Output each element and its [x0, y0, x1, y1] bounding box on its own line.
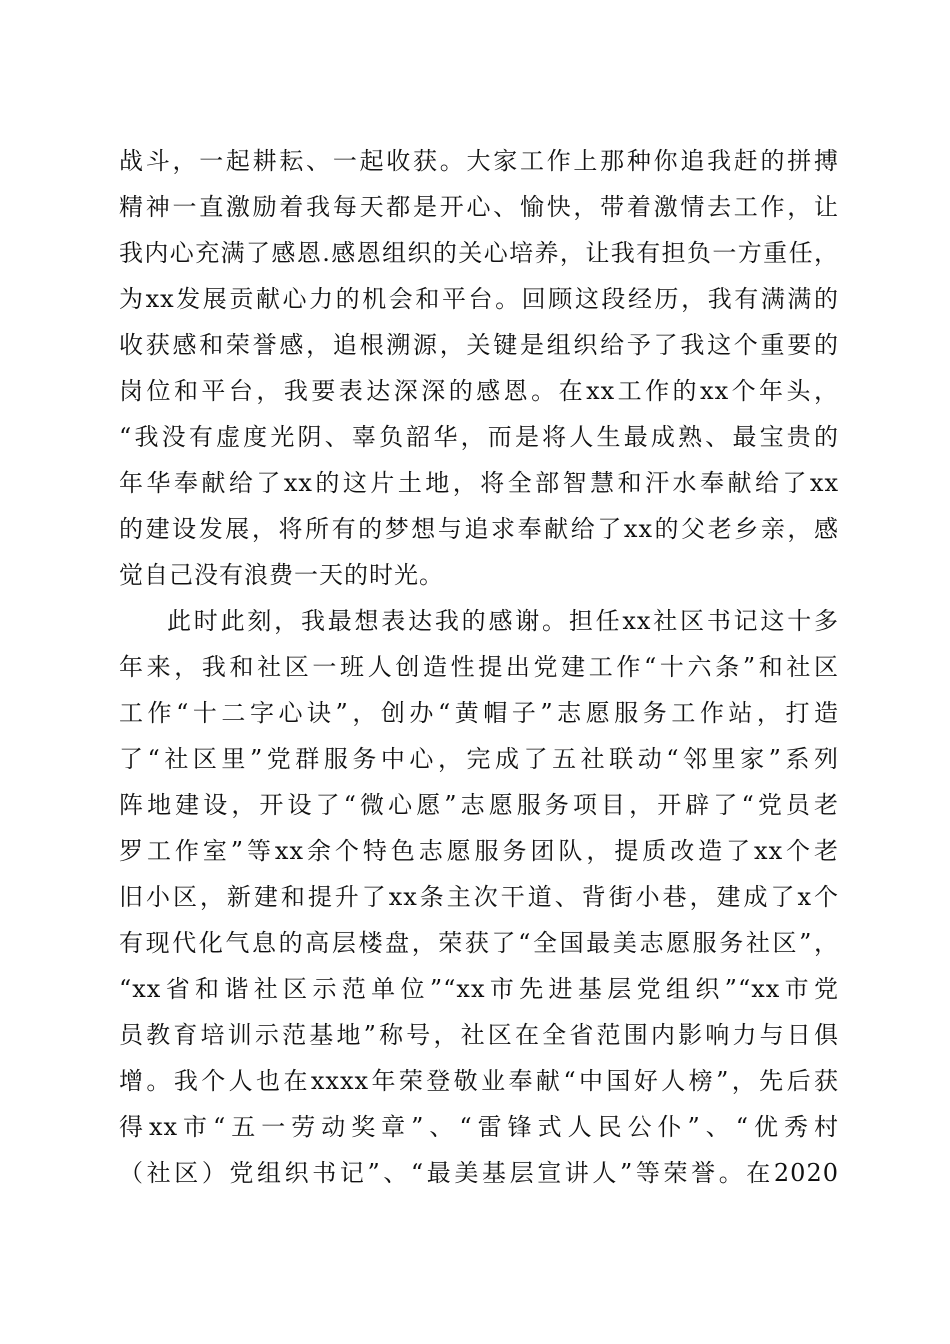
paragraph-2-line-3: 工作“十二字心诀”，创办“黄帽子”志愿服务工作站，打造 [119, 699, 839, 727]
paragraph-2-line-7: 旧小区，新建和提升了xx条主次干道、背街小巷，建成了x个 [119, 883, 839, 911]
paragraph-1-line-4: 为xx发展贡献心力的机会和平台。回顾这段经历，我有满满的 [119, 285, 839, 313]
paragraph-2-line-12: 得xx市“五一劳动奖章”、“雷锋式人民公仆”、“优秀村 [119, 1113, 839, 1141]
paragraph-1-line-9: 的建设发展，将所有的梦想与追求奉献给了xx的父老乡亲，感 [119, 515, 839, 543]
paragraph-2-line-6: 罗工作室”等xx余个特色志愿服务团队，提质改造了xx个老 [119, 837, 839, 865]
paragraph-1-line-10: 觉自己没有浪费一天的时光。 [119, 561, 444, 589]
paragraph-2-line-8: 有现代化气息的高层楼盘，荣获了“全国最美志愿服务社区”， [119, 929, 839, 957]
paragraph-2-line-11: 增。我个人也在xxxx年荣登敬业奉献“中国好人榜”，先后获 [119, 1067, 839, 1095]
paragraph-2-line-4: 了“社区里”党群服务中心，完成了五社联动“邻里家”系列 [119, 745, 839, 773]
paragraph-1-line-1: 战斗，一起耕耘、一起收获。大家工作上那种你追我赶的拼搏 [119, 147, 839, 175]
paragraph-1-line-7: “我没有虚度光阴、辜负韶华，而是将人生最成熟、最宝贵的 [119, 423, 839, 451]
paragraph-1-line-2: 精神一直激励着我每天都是开心、愉快，带着激情去工作，让 [119, 193, 839, 221]
paragraph-2-line-2: 年来，我和社区一班人创造性提出党建工作“十六条”和社区 [119, 653, 839, 681]
paragraph-1-line-6: 岗位和平台，我要表达深深的感恩。在xx工作的xx个年头， [119, 377, 839, 405]
paragraph-2-line-5: 阵地建设，开设了“微心愿”志愿服务项目，开辟了“党员老 [119, 791, 839, 819]
paragraph-1-line-3: 我内心充满了感恩.感恩组织的关心培养，让我有担负一方重任， [119, 239, 839, 267]
paragraph-2-line-13: （社区）党组织书记”、“最美基层宣讲人”等荣誉。在2020 [119, 1159, 839, 1187]
paragraph-1-line-8: 年华奉献给了xx的这片土地，将全部智慧和汗水奉献给了xx [119, 469, 839, 497]
paragraph-2-line-1: 此时此刻，我最想表达我的感谢。担任xx社区书记这十多 [167, 607, 839, 635]
paragraph-2-line-9: “xx省和谐社区示范单位”“xx市先进基层党组织”“xx市党 [119, 975, 839, 1003]
paragraph-2-line-10: 员教育培训示范基地”称号，社区在全省范围内影响力与日俱 [119, 1021, 839, 1049]
paragraph-1-line-5: 收获感和荣誉感，追根溯源，关键是组织给予了我这个重要的 [119, 331, 839, 359]
